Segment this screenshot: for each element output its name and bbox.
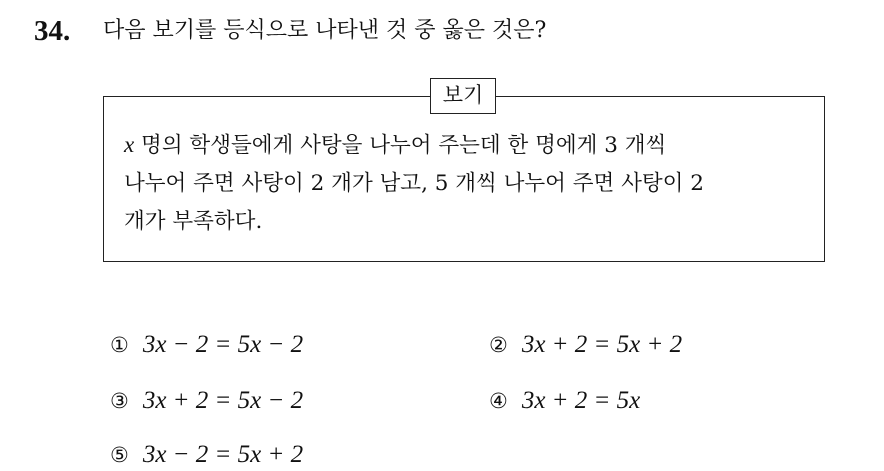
choice-3-number: ③ — [110, 389, 129, 413]
choice-3-expression: 3x + 2 = 5x − 2 — [142, 387, 304, 414]
question-number: 34. — [34, 15, 71, 47]
choice-1-expression: 3x − 2 = 5x − 2 — [142, 331, 304, 358]
bogi-label: 보기 — [430, 78, 496, 114]
choice-1-number: ① — [110, 333, 129, 357]
choice-4-expression: 3x + 2 = 5x — [521, 387, 641, 414]
bogi-line-1-text: 명의 학생들에게 사탕을 나누어 주는데 한 명에게 3 개씩 — [134, 133, 667, 158]
variable-x: x — [124, 132, 135, 157]
bogi-content — [124, 126, 814, 241]
bogi-line-1 — [124, 126, 814, 165]
bogi-line-2: 나누어 주면 사탕이 2 개가 남고, 5 개씩 나누어 주면 사탕이 2 — [124, 171, 704, 196]
choice-2-expression: 3x + 2 = 5x + 2 — [521, 331, 683, 358]
choice-1[interactable] — [110, 330, 303, 361]
choice-2-number: ② — [489, 333, 508, 357]
bogi-line-3: 개가 부족하다. — [124, 209, 263, 234]
choice-5[interactable] — [110, 440, 303, 471]
choice-5-number: ⑤ — [110, 443, 129, 467]
choice-2[interactable] — [489, 330, 682, 361]
choice-4-number: ④ — [489, 389, 508, 413]
choice-4[interactable] — [489, 386, 640, 417]
choice-3[interactable] — [110, 386, 303, 417]
question-text: 다음 보기를 등식으로 나타낸 것 중 옳은 것은? — [103, 18, 547, 43]
choice-5-expression: 3x − 2 = 5x + 2 — [142, 441, 304, 468]
